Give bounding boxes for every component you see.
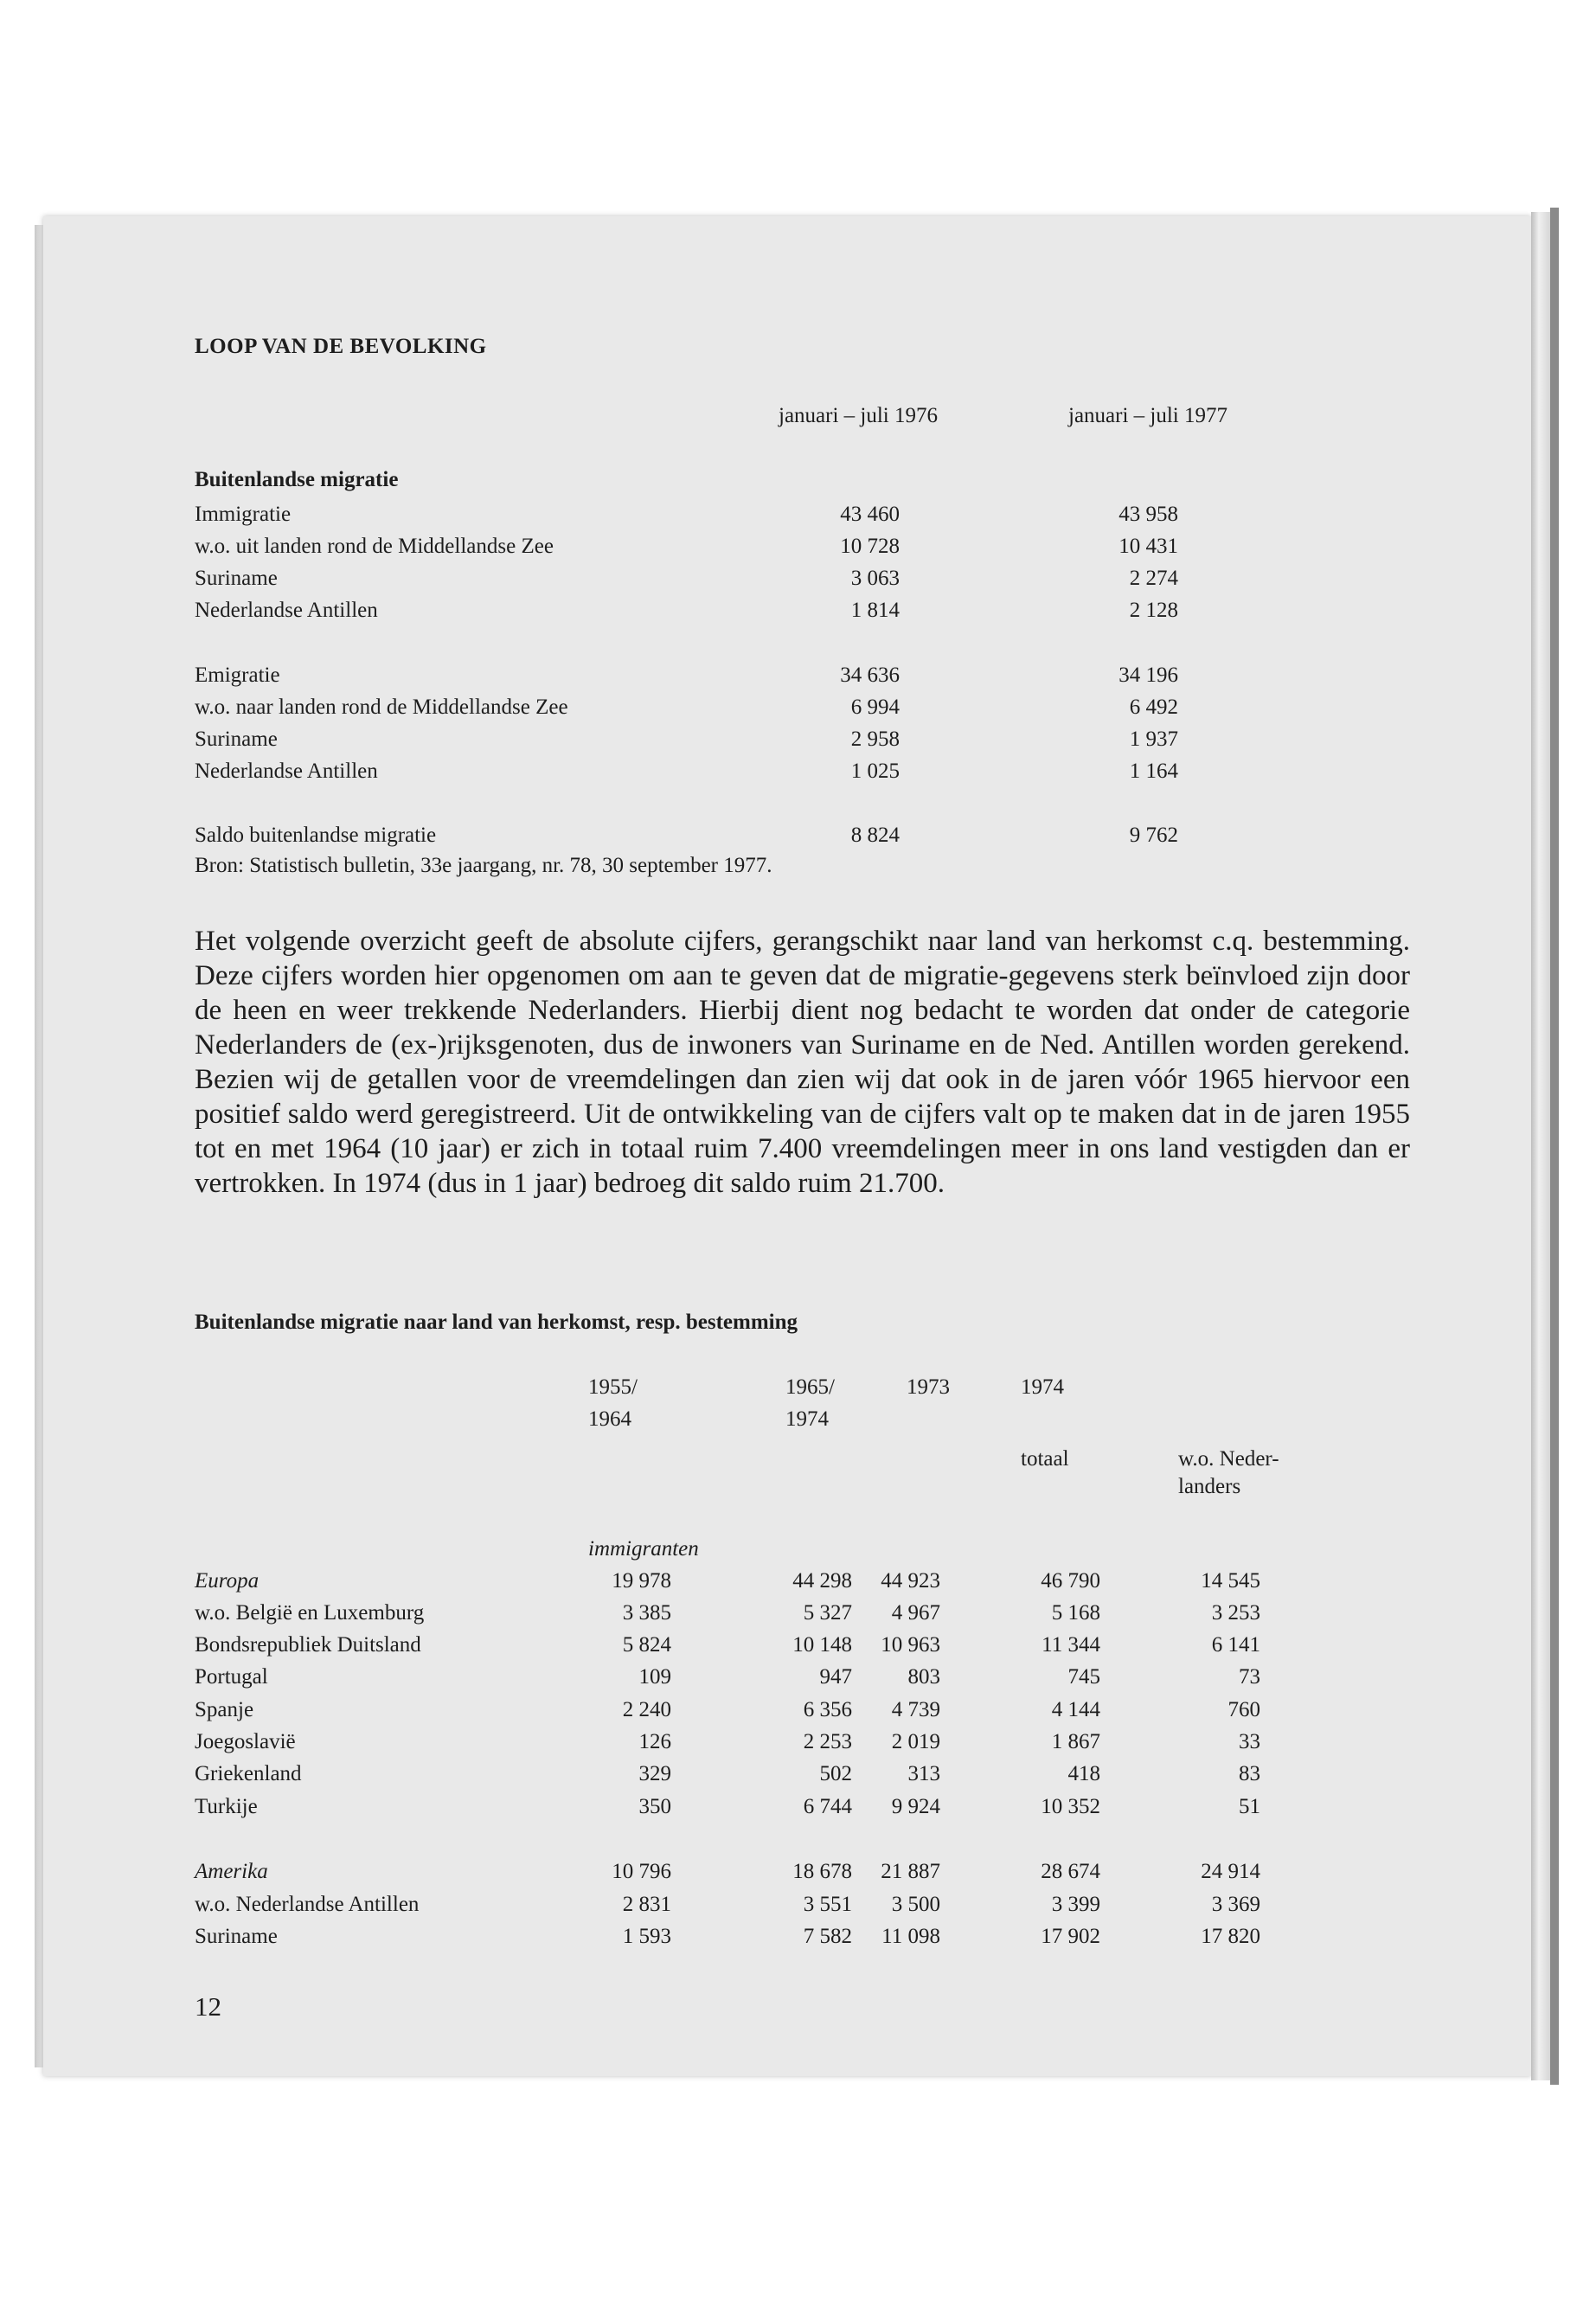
col-header-1976: januari – juli 1976	[779, 404, 938, 427]
value-1974-totaal: 4 144	[1051, 1698, 1100, 1721]
summary-value-1977: 43 958	[1118, 503, 1178, 526]
header-1974: 1974	[1021, 1375, 1064, 1399]
country-label: Turkije	[195, 1795, 258, 1818]
value-1974-nederlanders: 6 141	[1211, 1633, 1260, 1657]
value-1974-totaal: 10 352	[1041, 1795, 1100, 1818]
value-1973: 313	[907, 1762, 940, 1785]
value-1973: 9 924	[891, 1795, 940, 1818]
value-1955-1964: 109	[638, 1665, 671, 1689]
summary-value-1977: 2 128	[1129, 599, 1178, 622]
value-1974-totaal: 17 902	[1041, 1925, 1100, 1948]
value-1973: 3 500	[891, 1893, 940, 1916]
value-1965-1974: 7 582	[803, 1925, 852, 1948]
value-1974-nederlanders: 17 820	[1201, 1925, 1260, 1948]
page-number: 12	[195, 1991, 221, 2022]
country-label: Europa	[195, 1569, 260, 1593]
value-1955-1964: 350	[638, 1795, 671, 1818]
value-1974-nederlanders: 83	[1239, 1762, 1260, 1785]
value-1973: 4 967	[891, 1601, 940, 1625]
summary-value-1977: 34 196	[1118, 663, 1178, 687]
value-1955-1964: 10 796	[612, 1860, 671, 1883]
value-1955-1964: 2 831	[622, 1893, 671, 1916]
summary-value-1976: 1 025	[850, 760, 900, 783]
value-1965-1974: 5 327	[803, 1601, 852, 1625]
value-1974-totaal: 11 344	[1042, 1633, 1100, 1657]
body-paragraph: Het volgende overzicht geeft de absolute cijfers, gerangschikt naar land van herkomst c.q. bestemming. Deze cijfers worden hier opgenomen om aan te geven dat de migratie-gegevens sterk beïnvloed zijn door de heen en weer trekkende Nederlanders. Hierbij dient nog bedacht te worden dat onder de categorie Nederlanders de (ex-)rijksgenoten, dus de inwoners van Suriname en de Ned. Antillen worden gerekend. Bezien wij de getallen voor de vreemdelingen dan zien wij dat ook in de jaren vóór 1965 hiervoor een positief saldo werd geregistreerd. Uit de ontwikkeling van de cijfers valt op te maken dat in de jaren 1955 tot en met 1964 (10 jaar) er zich in totaal ruim 7.400 vreemdelingen meer in ons land vestigden dan er vertrokken. In 1974 (dus in 1 jaar) bedroeg dit saldo ruim 21.700.	[195, 926, 1410, 1199]
page-heading: LOOP VAN DE BEVOLKING	[195, 335, 487, 358]
header-wo-nederlanders-a: w.o. Neder-	[1178, 1447, 1279, 1471]
value-1974-nederlanders: 3 253	[1211, 1601, 1260, 1625]
value-1965-1974: 502	[819, 1762, 852, 1785]
summary-value-1976: 43 460	[840, 503, 900, 526]
value-1974-totaal: 28 674	[1041, 1860, 1100, 1883]
value-1974-nederlanders: 14 545	[1201, 1569, 1260, 1593]
value-1965-1974: 947	[819, 1665, 852, 1689]
value-1955-1964: 329	[638, 1762, 671, 1785]
summary-value-1977: 2 274	[1129, 567, 1178, 590]
summary-row-label: Saldo buitenlandse migratie	[195, 824, 437, 847]
country-label: w.o. België en Luxemburg	[195, 1601, 425, 1625]
value-1974-nederlanders: 24 914	[1201, 1860, 1260, 1883]
header-1965-a: 1965/	[785, 1375, 835, 1399]
summary-value-1977: 10 431	[1118, 535, 1178, 558]
value-1955-1964: 2 240	[622, 1698, 671, 1721]
header-wo-nederlanders-b: landers	[1178, 1475, 1241, 1498]
value-1974-totaal: 3 399	[1051, 1893, 1100, 1916]
col-header-1977: januari – juli 1977	[1068, 404, 1227, 427]
header-1955-b: 1964	[588, 1407, 631, 1431]
summary-value-1976: 8 824	[850, 824, 900, 847]
summary-value-1976: 34 636	[840, 663, 900, 687]
country-label: Joegoslavië	[195, 1730, 296, 1753]
value-1974-totaal: 5 168	[1051, 1601, 1100, 1625]
value-1974-totaal: 46 790	[1041, 1569, 1100, 1593]
value-1974-nederlanders: 33	[1239, 1730, 1260, 1753]
section-title: Buitenlandse migratie	[195, 468, 399, 491]
table2-title: Buitenlandse migratie naar land van herkomst, resp. bestemming	[195, 1311, 798, 1334]
summary-value-1976: 3 063	[850, 567, 900, 590]
header-1955-a: 1955/	[588, 1375, 638, 1399]
value-1974-totaal: 418	[1067, 1762, 1100, 1785]
value-1965-1974: 3 551	[803, 1893, 852, 1916]
value-1955-1964: 5 824	[622, 1633, 671, 1657]
country-label: Griekenland	[195, 1762, 302, 1785]
value-1974-nederlanders: 73	[1239, 1665, 1260, 1689]
summary-value-1976: 2 958	[850, 727, 900, 751]
summary-row-label: Suriname	[195, 727, 278, 751]
value-1973: 44 923	[881, 1569, 940, 1593]
header-totaal: totaal	[1021, 1447, 1069, 1471]
value-1955-1964: 1 593	[622, 1925, 671, 1948]
value-1973: 803	[907, 1665, 940, 1689]
summary-value-1977: 1 164	[1129, 760, 1178, 783]
value-1974-totaal: 745	[1067, 1665, 1100, 1689]
value-1973: 10 963	[881, 1633, 940, 1657]
summary-value-1976: 1 814	[850, 599, 900, 622]
country-label: Bondsrepubliek Duitsland	[195, 1633, 421, 1657]
summary-row-label: Emigratie	[195, 663, 280, 687]
summary-value-1976: 6 994	[850, 695, 900, 719]
value-1973: 21 887	[881, 1860, 940, 1883]
value-1965-1974: 2 253	[803, 1730, 852, 1753]
value-1974-nederlanders: 3 369	[1211, 1893, 1260, 1916]
value-1965-1974: 6 744	[803, 1795, 852, 1818]
country-label: Amerika	[195, 1860, 268, 1883]
subheading-immigranten: immigranten	[588, 1537, 699, 1561]
summary-row-label: Nederlandse Antillen	[195, 760, 378, 783]
summary-value-1977: 6 492	[1129, 695, 1178, 719]
value-1973: 4 739	[891, 1698, 940, 1721]
value-1973: 11 098	[881, 1925, 940, 1948]
summary-value-1977: 9 762	[1129, 824, 1178, 847]
country-label: Portugal	[195, 1665, 268, 1689]
value-1974-totaal: 1 867	[1051, 1730, 1100, 1753]
country-label: Suriname	[195, 1925, 278, 1948]
summary-row-label: Nederlandse Antillen	[195, 599, 378, 622]
value-1965-1974: 18 678	[792, 1860, 852, 1883]
country-label: Spanje	[195, 1698, 254, 1721]
value-1974-nederlanders: 760	[1227, 1698, 1260, 1721]
summary-value-1977: 1 937	[1129, 727, 1178, 751]
summary-row-label: w.o. naar landen rond de Middellandse Zee	[195, 695, 568, 719]
value-1973: 2 019	[891, 1730, 940, 1753]
header-1965-b: 1974	[785, 1407, 829, 1431]
value-1974-nederlanders: 51	[1239, 1795, 1260, 1818]
value-1965-1974: 44 298	[792, 1569, 852, 1593]
summary-row-label: Immigratie	[195, 503, 292, 526]
summary-row-label: w.o. uit landen rond de Middellandse Zee	[195, 535, 554, 558]
value-1955-1964: 126	[638, 1730, 671, 1753]
summary-value-1976: 10 728	[840, 535, 900, 558]
value-1955-1964: 19 978	[612, 1569, 671, 1593]
country-label: w.o. Nederlandse Antillen	[195, 1893, 420, 1916]
value-1965-1974: 10 148	[792, 1633, 852, 1657]
source-note: Bron: Statistisch bulletin, 33e jaargang, nr. 78, 30 september 1977.	[195, 854, 772, 877]
header-1973: 1973	[907, 1375, 950, 1399]
value-1955-1964: 3 385	[622, 1601, 671, 1625]
value-1965-1974: 6 356	[803, 1698, 852, 1721]
summary-row-label: Suriname	[195, 567, 278, 590]
